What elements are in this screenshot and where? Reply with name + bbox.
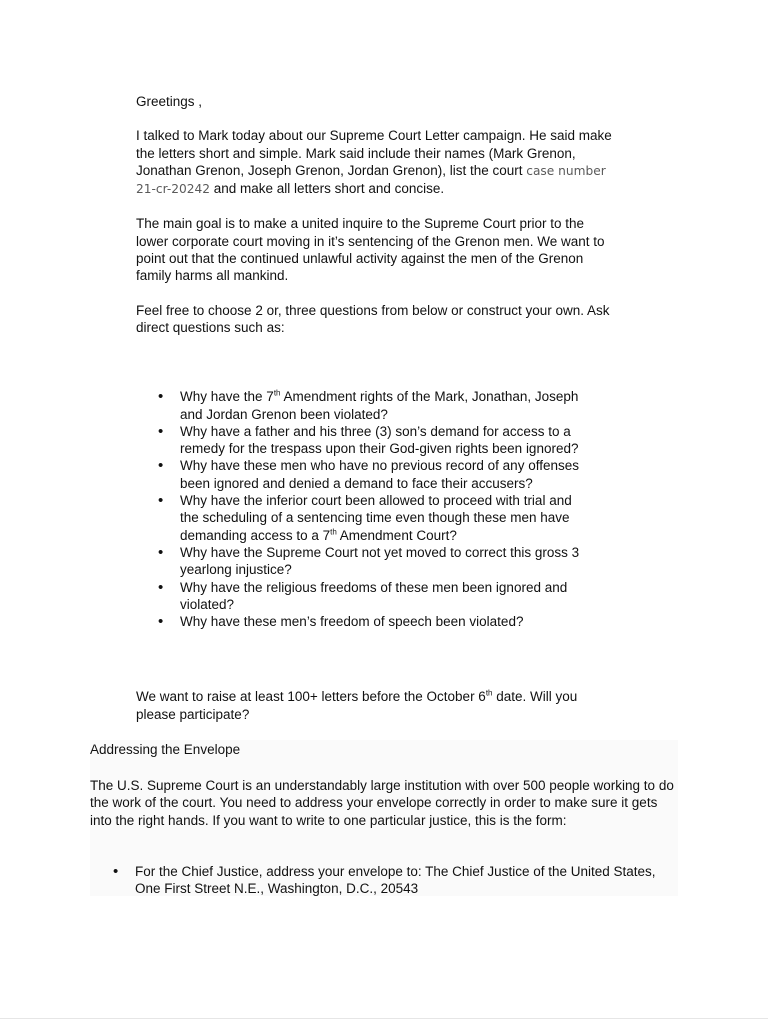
envelope-section [90,740,678,896]
paragraph-campaign [136,127,616,198]
list-item: • Why have these men who have no previous record of any offenses been ignored and denied a demand to face their accusers? [158,457,588,492]
envelope-list [113,863,678,898]
case-number: case number 21-cr-20242 [136,163,606,197]
list-item: • Why have the 7th Amendment rights of the Mark, Jonathan, Joseph and Jordan Grenon been violated? [158,388,588,423]
list-item: • Why have the inferior court been allowed to proceed with trial and the scheduling of a sentencing time even though these men have demanding access to a 7th Amendment Court? [158,492,588,544]
paragraph-campaign-text-end: and make all letters short and concise. [210,181,445,197]
section-heading: Addressing the Envelope [90,742,241,757]
page-divider [0,1018,768,1019]
list-item: • Why have the Supreme Court not yet moved to correct this gross 3 yearlong injustice? [158,544,588,579]
paragraph-campaign-text: I talked to Mark today about our Supreme Court Letter campaign. He said make the letters short and simple. Mark said include their names (Mark Grenon, Jonathan Grenon, Joseph Grenon, Jordan Grenon), list the court [136,128,612,178]
greeting: Greetings , [136,94,203,109]
list-item: • Why have a father and his three (3) son’s demand for access to a remedy for the trespass upon their God-given rights been ignored? [158,423,588,458]
list-item: • For the Chief Justice, address your envelope to: The Chief Justice of the United States, One First Street N.E., Washington, D.C., 20543 [113,863,678,898]
paragraph-main-goal: The main goal is to make a united inquire to the Supreme Court prior to the lower corporate court moving in it’s sentencing of the Grenon men. We want to point out that the continued unlawful activity against the men of the Grenon family harms all mankind. [136,216,605,284]
closing-paragraph: We want to raise at least 100+ letters before the October 6th date. Will you please participate? [136,688,578,722]
envelope-paragraph: The U.S. Supreme Court is an understandably large institution with over 500 people working to do the work of the court. You need to address your envelope correctly in order to make sure it gets into the right hands. If you want to write to one particular justice, this is the form: [90,778,674,828]
question-list [158,388,588,630]
paragraph-instructions: Feel free to choose 2 or, three questions from below or construct your own. Ask direct questions such as: [136,302,610,335]
list-item: • Why have the religious freedoms of these men been ignored and violated? [158,579,588,614]
letter-body [136,93,616,723]
list-item: • Why have these men’s freedom of speech been violated? [158,613,588,630]
